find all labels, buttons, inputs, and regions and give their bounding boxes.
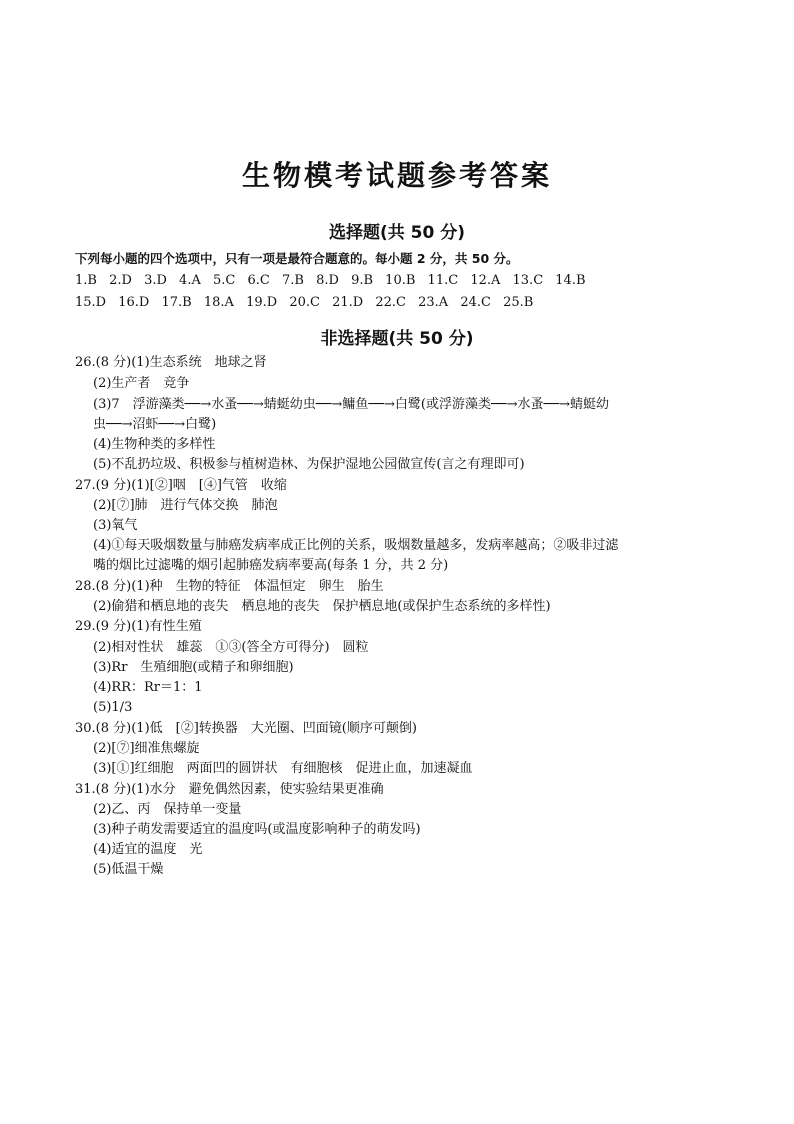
answer-line: (2)相对性状 雄蕊 ①③(答全方可得分) 圆粒: [93, 640, 369, 655]
answer-item: 21.D: [332, 295, 364, 310]
answer-item: 3.D: [144, 273, 167, 288]
choice-section-heading: 选择题(共 50 分): [328, 223, 466, 243]
nonchoice-section-heading: 非选择题(共 50 分): [320, 329, 474, 349]
answer-line: (2)乙、丙 保持单一变量: [93, 802, 242, 817]
answer-item: 5.C: [212, 273, 236, 288]
answer-line: (4)生物种类的多样性: [93, 437, 216, 452]
answer-line: (5)低温干燥: [93, 862, 164, 877]
answer-item: 8.D: [316, 273, 339, 288]
answer-item: 6.C: [247, 273, 270, 288]
answer-line: (3)7 浮游藻类──→水蚤──→蜻蜓幼虫──→鳙鱼──→白鹭(或浮游藻类──→水蚤──→蜻蜓幼: [93, 397, 610, 412]
answer-line: 嘴的烟比过滤嘴的烟引起肺癌发病率要高(每条 1 分，共 2 分): [93, 558, 449, 573]
choice-instruction: 下列每小题的四个选项中，只有一项是最符合题意的。每小题 2 分，共 50 分。: [75, 251, 519, 266]
answer-item: 9.B: [351, 273, 374, 288]
answer-line: (2)[⑦]细准焦螺旋: [93, 741, 200, 756]
answer-item: 4.A: [179, 273, 201, 288]
answer-line: (4)①每天吸烟数量与肺癌发病率成正比例的关系，吸烟数量越多，发病率越高；②吸非过滤: [93, 538, 619, 553]
answer-line: (5)1/3: [93, 700, 133, 715]
answer-item: 14.B: [555, 273, 586, 288]
answer-item: 17.B: [161, 295, 192, 310]
answer-item: 16.D: [118, 295, 150, 310]
answer-line: (2)[⑦]肺 进行气体交换 肺泡: [93, 498, 278, 513]
answer-item: 2.D: [109, 273, 132, 288]
answer-item: 11.C: [427, 273, 459, 288]
answer-item: 22.C: [375, 295, 406, 310]
answer-item: 23.A: [418, 295, 449, 310]
answer-item: 12.A: [470, 273, 501, 288]
answer-line: 虫──→沼虾──→白鹭): [93, 417, 217, 432]
answer-line: (2)偷猎和栖息地的丧失 栖息地的丧失 保护栖息地(或保护生态系统的多样性): [93, 599, 551, 614]
answer-line: 31.(8 分)(1)水分 避免偶然因素，使实验结果更准确: [75, 782, 384, 797]
answer-line: 26.(8 分)(1)生态系统 地球之肾: [75, 355, 267, 370]
answer-item: 19.D: [246, 295, 278, 310]
answer-item: 10.B: [385, 273, 416, 288]
answer-line: (3)氧气: [93, 518, 138, 533]
answer-item: 18.A: [203, 295, 234, 310]
answer-item: 1.B: [75, 273, 97, 288]
answer-line: 30.(8 分)(1)低 [②]转换器 大光圈、凹面镜(顺序可颠倒): [75, 721, 417, 736]
answer-item: 15.D: [75, 295, 107, 310]
answer-line: (3)Rr 生殖细胞(或精子和卵细胞): [93, 660, 294, 675]
answer-line: 28.(8 分)(1)种 生物的特征 体温恒定 卵生 胎生: [75, 579, 384, 594]
answer-line: (4)适宜的温度 光: [93, 842, 203, 857]
answer-line: 27.(9 分)(1)[②]咽 [④]气管 收缩: [75, 478, 287, 493]
answer-line: (3)种子萌发需要适宜的温度吗(或温度影响种子的萌发吗): [93, 822, 421, 837]
answer-item: 13.C: [512, 273, 544, 288]
page-title: 生物模考试题参考答案: [241, 159, 552, 192]
answer-item: 25.B: [503, 295, 534, 310]
answer-item: 20.C: [289, 295, 320, 310]
answers-row-1: [75, 271, 594, 291]
answer-line: (4)RR：Rr＝1：1: [93, 680, 203, 695]
answers-row-2: [75, 293, 541, 313]
answer-line: 29.(9 分)(1)有性生殖: [75, 619, 202, 634]
answer-line: (3)[①]红细胞 两面凹的圆饼状 有细胞核 促进止血，加速凝血: [93, 761, 473, 776]
answer-line: (2)生产者 竞争: [93, 376, 190, 391]
answer-item: 7.B: [281, 273, 304, 288]
answer-line: (5)不乱扔垃圾、积极参与植树造林、为保护湿地公园做宣传(言之有理即可): [93, 457, 525, 472]
answer-item: 24.C: [460, 295, 491, 310]
